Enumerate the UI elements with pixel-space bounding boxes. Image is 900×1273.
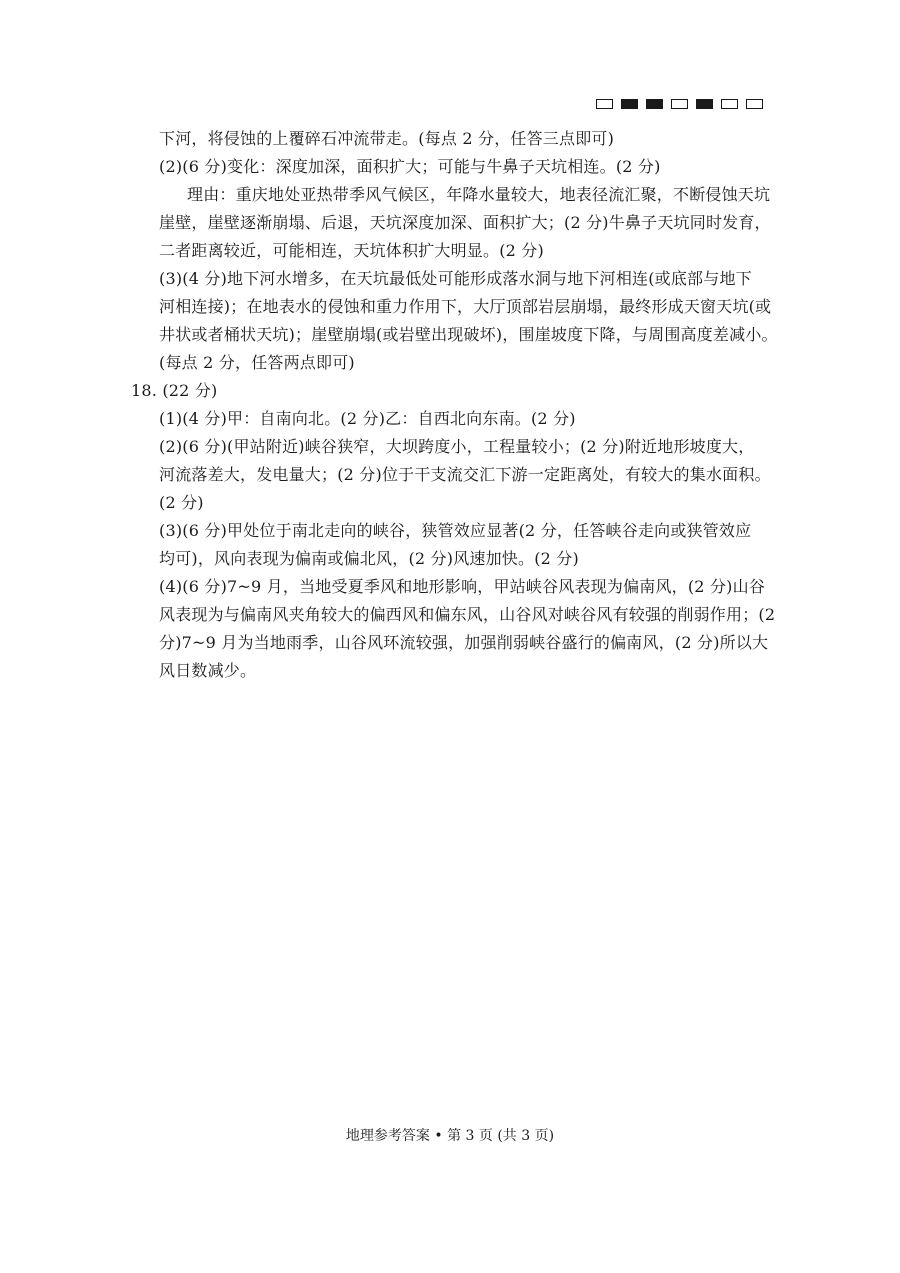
page-footer: 地理参考答案 • 第 3 页 (共 3 页) <box>345 1128 555 1144</box>
answer-line: 二者距离较近，可能相连，天坑体积扩大明显。(2 分) <box>159 241 544 260</box>
answer-line: 井状或者桶状天坑)；崖壁崩塌(或岩壁出现破坏)，围崖坡度下降，与周围高度差减小。 <box>159 325 778 344</box>
marker-box-1 <box>596 99 613 109</box>
marker-box-3 <box>646 99 663 109</box>
answer-line: (1)(4 分)甲：自南向北。(2 分)乙：自西北向东南。(2 分) <box>159 409 576 428</box>
answer-line: 崖壁，崖壁逐渐崩塌、后退，天坑深度加深、面积扩大；(2 分)牛鼻子天坑同时发育， <box>159 213 771 232</box>
answer-line: 均可)，风向表现为偏南或偏北风，(2 分)风速加快。(2 分) <box>159 549 579 568</box>
marker-box-7 <box>746 99 763 109</box>
marker-box-2 <box>621 99 638 109</box>
answer-line: 分)7~9 月为当地雨季，山谷风环流较强，加强削弱峡谷盛行的偏南风，(2 分)所以大 <box>159 633 769 652</box>
answer-line: (3)(6 分)甲处位于南北走向的峡谷，狭管效应显著(2 分，任答峡谷走向或狭管效应 <box>159 521 752 540</box>
answer-line: (2)(6 分)(甲站附近)峡谷狭窄，大坝跨度小，工程量较小；(2 分)附近地形坡度大， <box>159 437 755 456</box>
marker-box-4 <box>671 99 688 109</box>
answer-line: (2 分) <box>159 493 204 512</box>
question-heading: 18. (22 分) <box>131 381 218 400</box>
marker-box-6 <box>721 99 738 109</box>
answer-line: (4)(6 分)7~9 月，当地受夏季风和地形影响，甲站峡谷风表现为偏南风，(2 分)山谷 <box>159 577 766 596</box>
answer-line: 河相连接)；在地表水的侵蚀和重力作用下，大厅顶部岩层崩塌，最终形成天窗天坑(或 <box>159 297 772 316</box>
answer-line: 理由：重庆地处亚热带季风气候区，年降水量较大，地表径流汇聚，不断侵蚀天坑 <box>187 185 771 204</box>
answer-line: (3)(4 分)地下河水增多，在天坑最低处可能形成落水洞与地下河相连(或底部与地下 <box>159 269 752 288</box>
answer-content <box>131 125 781 685</box>
answer-line: (每点 2 分，任答两点即可) <box>159 353 355 372</box>
page-marker-boxes <box>596 99 763 109</box>
answer-line: 风表现为与偏南风夹角较大的偏西风和偏东风，山谷风对峡谷风有较强的削弱作用；(2 <box>159 605 776 624</box>
answer-line: 风日数减少。 <box>159 661 257 680</box>
marker-box-5 <box>696 99 713 109</box>
answer-line: 河流落差大，发电量大；(2 分)位于干支流交汇下游一定距离处，有较大的集水面积。 <box>159 465 771 484</box>
answer-line: 下河，将侵蚀的上覆碎石冲流带走。(每点 2 分，任答三点即可) <box>159 129 615 148</box>
answer-line: (2)(6 分)变化：深度加深，面积扩大；可能与牛鼻子天坑相连。(2 分) <box>159 157 661 176</box>
